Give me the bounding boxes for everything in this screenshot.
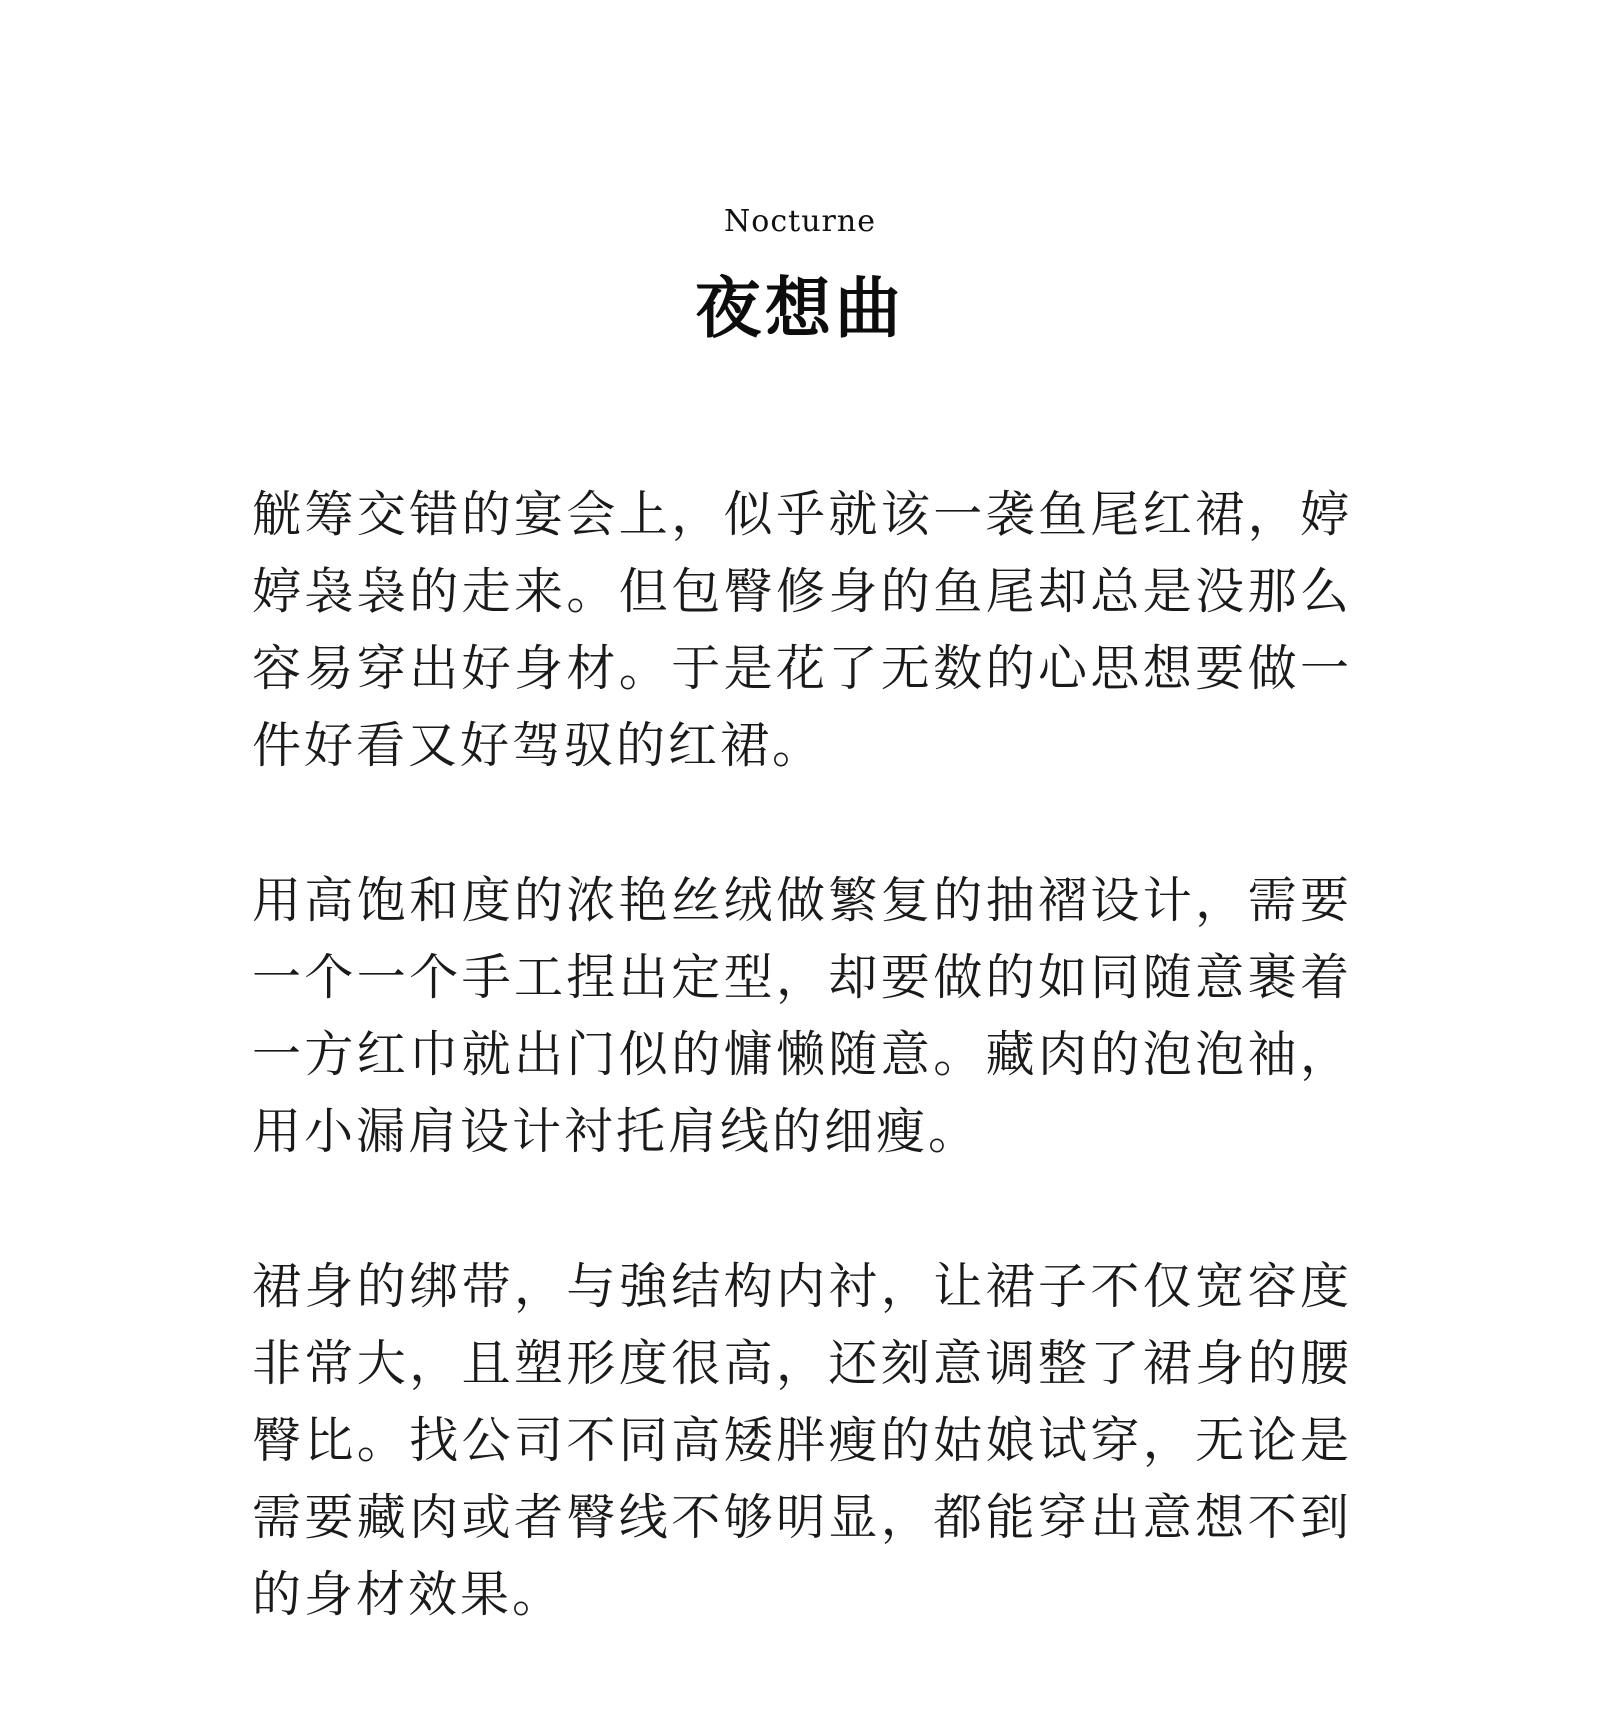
paragraph: 用高饱和度的浓艳丝绒做繁复的抽褶设计，需要一个一个手工捏出定型，却要做的如同随意裹着一方红巾就出门似的慵懒随意。藏肉的泡泡袖，用小漏肩设计衬托肩线的细瘦。 xyxy=(252,872,1352,1160)
paragraph: 觥筹交错的宴会上，似乎就该一袭鱼尾红裙，婷婷袅袅的走来。但包臀修身的鱼尾却总是没那么容易穿出好身材。于是花了无数的心思想要做一件好看又好驾驭的红裙。 xyxy=(252,486,1352,774)
page-subtitle: Nocturne xyxy=(724,204,876,239)
article-body xyxy=(252,476,1352,1711)
paragraph: 裙身的绑带，与強结构内衬，让裙子不仅宽容度非常大，且塑形度很高，还刻意调整了裙身的腰臀比。找公司不同高矮胖瘦的姑娘试穿，无论是需要藏肉或者臀线不够明显，都能穿出意想不到的身材效果。 xyxy=(252,1258,1352,1623)
page-title: 夜想曲 xyxy=(695,269,905,347)
